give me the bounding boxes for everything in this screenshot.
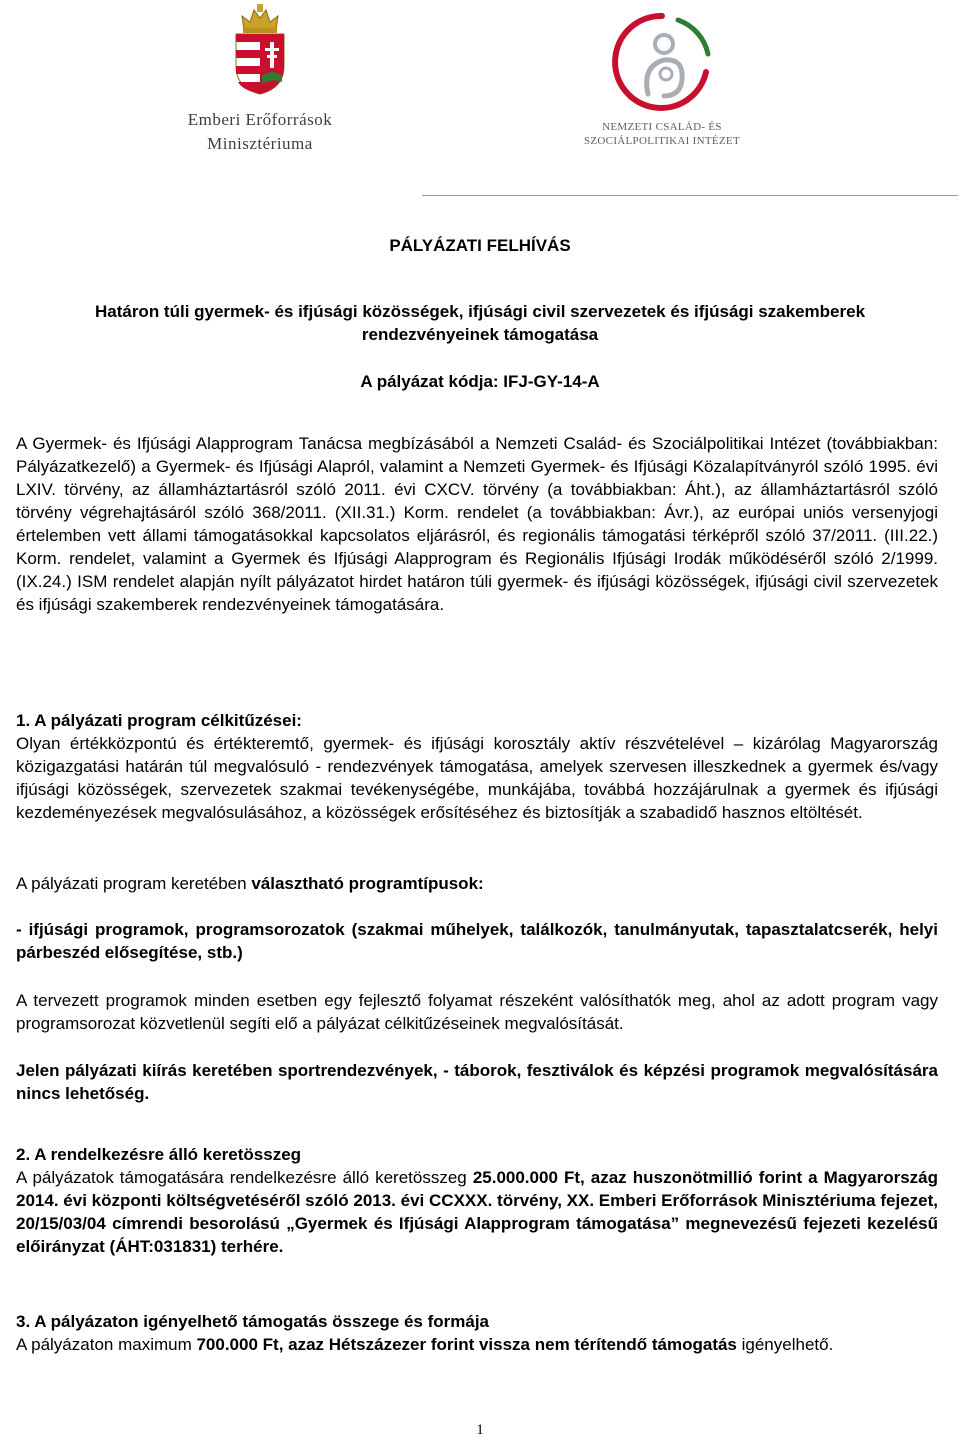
- page-number: 1: [476, 1422, 484, 1438]
- section-2: [16, 1143, 938, 1258]
- ministry-logo: [150, 4, 370, 154]
- section-3-heading: 3. A pályázaton igényelhető támogatás összege és formája: [16, 1312, 490, 1331]
- section-1: [16, 709, 938, 824]
- section-3: [16, 1310, 938, 1356]
- document-subtitle: Határon túli gyermek- és ifjúsági közösségek, ifjúsági civil szervezetek és ifjúsági szakemberek rendezvényeinek támogatása: [94, 302, 866, 344]
- exclusion-notice: Jelen pályázati kiírás keretében sportrendezvények, - táborok, fesztiválok és képzési programok megvalósítására nincs lehetőség.: [16, 1061, 938, 1103]
- section-1-heading: 1. A pályázati program célkitűzései:: [16, 711, 302, 730]
- section-2-heading: 2. A rendelkezésre álló keretösszeg: [16, 1145, 302, 1164]
- hungarian-crest-icon: [230, 4, 290, 96]
- process-paragraph: A tervezett programok minden esetben egy fejlesztő folyamat részeként valósíthatók meg, ahol az adott program vagy programsorozat közvetlenül segíti elő a pályázat célkitűzéseinek megvalósítását.: [16, 991, 938, 1033]
- intro-paragraph: A Gyermek- és Ifjúsági Alapprogram Tanácsa megbízásából a Nemzeti Család- és Szociálpolitikai Intézet (továbbiakban: Pályázatkezelő) a Gyermek- és Ifjúsági Alapról, valamint a Nemzeti Gyermek- és Ifjúsági Közalapítványról szóló 1995. évi LXIV. törvény, az államháztartásról szóló 2011. évi CXCV. törvény (a továbbiakban: Áht.), az államháztartásról szóló törvény végrehajtásáról szóló 368/2011. (XII.31.) Korm. rendelet (a továbbiakban: Ávr.), az európai uniós versenyjogi értelemben vett állami támogatásokkal kapcsolatos eljárásról, és regionális támogatási térképről szóló 37/2011. (III.22.) Korm. rendelet, valamint a Gyermek és Ifjúsági Alapprogram és Regionális Ifjúsági Irodák működéséről szóló 2/1999. (IX.24.) ISM rendelet alapján nyílt pályázatot hirdet határon túli gyermek- és ifjúsági közösségek, ifjúsági civil szervezetek és ifjúsági szakemberek rendezvényeinek támogatására.: [16, 434, 938, 614]
- section-3-text: A pályázaton maximum 700.000 Ft, azaz Hétszázezer forint vissza nem térítendő támogatás igényelhető.: [16, 1335, 834, 1354]
- institute-logo: [562, 10, 762, 160]
- program-types-intro: A pályázati program keretében választható programtípusok:: [16, 874, 484, 893]
- program-type-item: - ifjúsági programok, programsorozatok (szakmai műhelyek, találkozók, tanulmányutak, tapasztalatcserék, helyi párbeszéd elősegítése, stb.): [16, 920, 938, 962]
- institute-name: NEMZETI CSALÁD- ÉS SZOCIÁLPOLITIKAI INTÉZET: [584, 121, 740, 147]
- header-divider: [422, 195, 958, 196]
- section-1-text: Olyan értékközpontú és értékteremtő, gyermek- és ifjúsági korosztály aktív részvételével – kizárólag Magyarország közigazgatási határán túl megvalósuló - rendezvények támogatása, amelyek szervesen illeszkednek a gyermek és/vagy ifjúsági közösségek, szervezetek szakmai tevékenységébe, munkájába, továbbá hozzájárulnak a gyermek és ifjúsági kezdeményezések megvalósulásához, a közösségek erősítéséhez és biztosítják a szabadidő hasznos eltöltését.: [16, 734, 938, 822]
- ministry-name: Emberi Erőforrások Minisztériuma: [187, 110, 333, 153]
- application-code: A pályázat kódja: IFJ-GY-14-A: [360, 372, 600, 391]
- document-title: PÁLYÁZATI FELHÍVÁS: [389, 236, 571, 255]
- section-2-text: A pályázatok támogatására rendelkezésre álló keretösszeg 25.000.000 Ft, azaz huszonötmillió forint a Magyarország 2014. évi központi költségvetéséről szóló 2013. évi CCXXX. törvény, XX. Emberi Erőforrások Minisztériuma fejezet, 20/15/03/04 címrendi besorolású „Gyermek és Ifjúsági Alapprogram támogatása” megnevezésű fejezeti kezelésű előirányzat (ÁHT:031831) terhére.: [16, 1168, 938, 1256]
- family-circle-icon: [602, 10, 722, 114]
